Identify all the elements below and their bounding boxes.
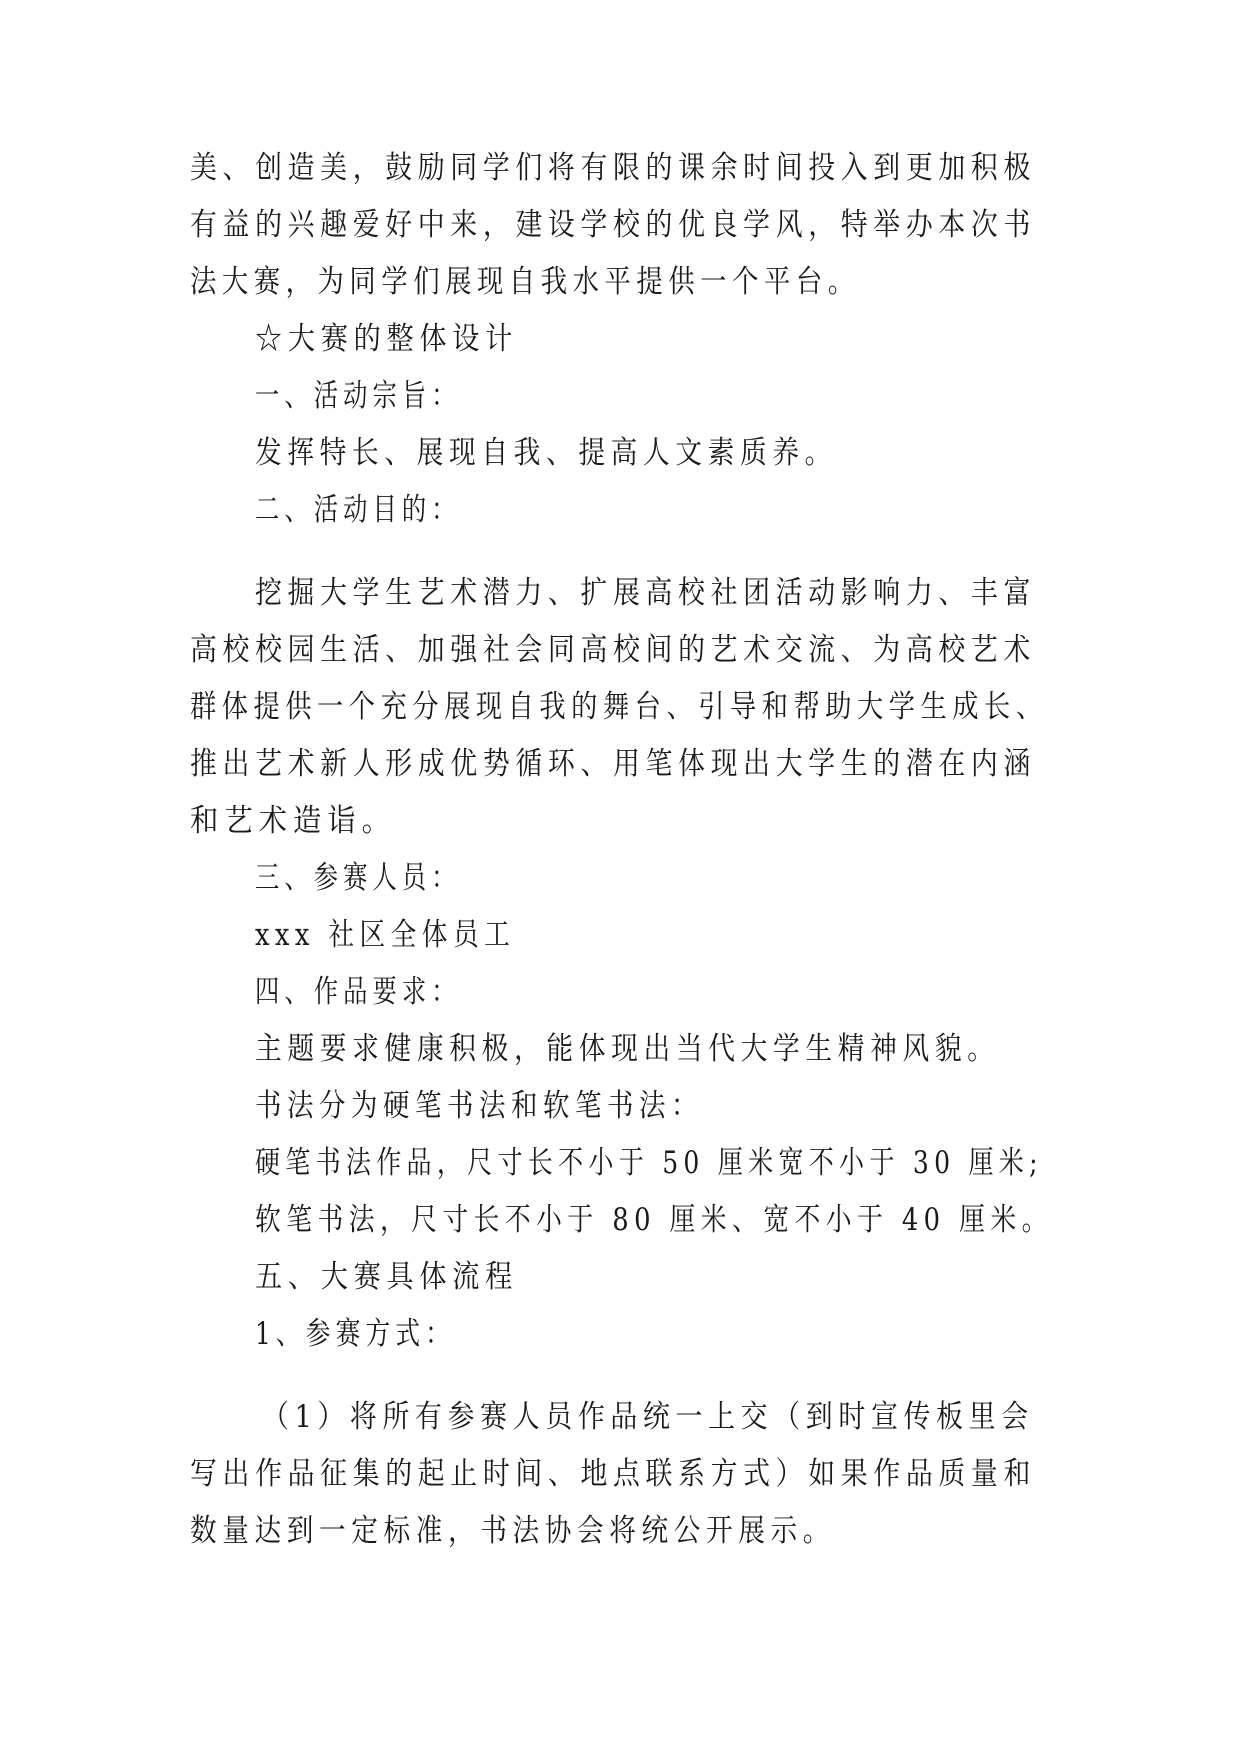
line-text: 写出作品征集的起止时间、地点联系方式）如果作品质量和 — [190, 1456, 1037, 1492]
text-line — [0, 905, 1241, 965]
line-text: 主题要求健康积极，能体现出当代大学生精神风貌。 — [255, 1031, 1000, 1067]
line-text: 有益的兴趣爱好中来，建设学校的优良学风，特举办本次书 — [190, 207, 1037, 243]
line-text: 二、活动目的： — [255, 492, 461, 528]
text-line — [0, 1387, 1241, 1447]
text-line — [0, 1133, 1241, 1193]
line-text: 软笔书法，尺寸长不小于 80 厘米、宽不小于 40 厘米。 — [255, 1202, 1053, 1238]
section-heading — [0, 1247, 1241, 1307]
text-line — [0, 734, 1241, 794]
line-text: 五、大赛具体流程 — [255, 1259, 519, 1295]
text-line — [0, 138, 1241, 198]
line-text: 1、参赛方式： — [255, 1316, 456, 1352]
section-heading — [0, 1304, 1241, 1364]
text-line — [0, 195, 1241, 255]
text-line — [0, 1076, 1241, 1136]
line-text: 三、参赛人员： — [255, 860, 461, 896]
line-text: 和艺术造诣。 — [190, 803, 397, 839]
section-heading — [0, 848, 1241, 908]
line-text: 法大赛，为同学们展现自我水平提供一个平台。 — [190, 264, 860, 300]
text-line — [0, 1444, 1241, 1504]
line-text: 硬笔书法作品，尺寸长不小于 50 厘米宽不小于 30 厘米; — [255, 1145, 1043, 1181]
section-heading — [0, 480, 1241, 540]
line-text: 挖掘大学生艺术潜力、扩展高校社团活动影响力、丰富 — [255, 575, 1037, 611]
line-text: 高校校园生活、加强社会同高校间的艺术交流、为高校艺术 — [190, 632, 1037, 668]
section-heading — [0, 366, 1241, 426]
line-text: xxx 社区全体员工 — [255, 917, 516, 953]
line-text: 群体提供一个充分展现自我的舞台、引导和帮助大学生成长、 — [190, 689, 1048, 725]
line-text: （1）将所有参赛人员作品统一上交（到时宣传板里会 — [262, 1399, 1034, 1435]
text-line — [0, 620, 1241, 680]
text-line — [0, 1019, 1241, 1079]
section-heading — [0, 309, 1241, 369]
line-text: 数量达到一定标准，书法协会将统公开展示。 — [190, 1513, 835, 1549]
text-line — [0, 1190, 1241, 1250]
text-line — [0, 1501, 1241, 1561]
section-heading — [0, 962, 1241, 1022]
text-line — [0, 252, 1241, 312]
line-text: 推出艺术新人形成优势循环、用笔体现出大学生的潜在内涵 — [190, 746, 1037, 782]
line-text: 四、作品要求： — [255, 974, 461, 1010]
line-text: 发挥特长、展现自我、提高人文素质养。 — [255, 435, 837, 471]
line-text: 一、活动宗旨： — [255, 378, 461, 414]
line-text: 书法分为硬笔书法和软笔书法： — [255, 1088, 703, 1124]
text-line — [0, 677, 1241, 737]
text-line — [0, 563, 1241, 623]
line-text: 美、创造美，鼓励同学们将有限的课余时间投入到更加积极 — [190, 150, 1037, 186]
text-line — [0, 423, 1241, 483]
text-line — [0, 791, 1241, 851]
line-text: ☆大赛的整体设计 — [255, 321, 519, 357]
